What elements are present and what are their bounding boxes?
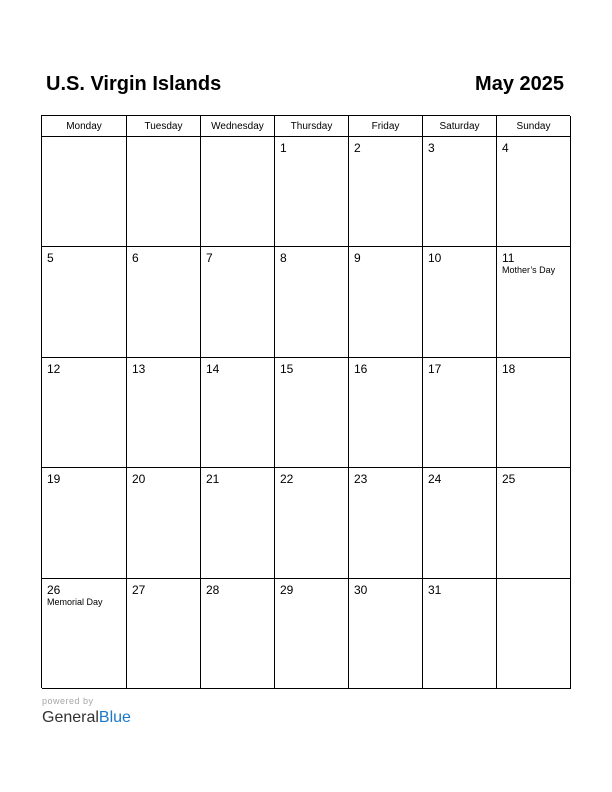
day-number: 1 <box>280 141 287 155</box>
day-number: 13 <box>132 361 146 376</box>
footer-branding <box>42 696 131 728</box>
day-number: 30 <box>354 582 368 597</box>
day-number: 15 <box>280 361 294 376</box>
weekday-header-thursday: Thursday <box>275 116 349 137</box>
day-number: 12 <box>47 361 61 376</box>
day-cell <box>127 247 201 357</box>
day-number: 5 <box>47 251 54 266</box>
day-cell <box>201 358 275 468</box>
region-title: U.S. Virgin Islands <box>46 73 222 95</box>
day-number: 23 <box>354 472 368 487</box>
day-number: 27 <box>132 582 146 597</box>
weekday-header-friday: Friday <box>349 116 423 137</box>
day-cell <box>349 579 423 689</box>
day-cell <box>497 579 571 689</box>
day-cell <box>42 358 127 468</box>
day-number: 19 <box>47 472 61 487</box>
day-number: 17 <box>428 361 442 376</box>
holiday-label: Mother’s Day <box>502 265 556 276</box>
day-cell <box>497 137 571 247</box>
day-number: 20 <box>132 472 146 487</box>
day-cell <box>275 468 349 578</box>
day-number: 4 <box>502 141 509 155</box>
day-cell <box>127 579 201 689</box>
day-number: 18 <box>502 361 516 376</box>
holiday-label: Memorial Day <box>47 596 103 607</box>
day-cell <box>127 468 201 578</box>
month-year-title: May 2025 <box>475 73 564 95</box>
day-cell <box>497 247 571 357</box>
brand-logo <box>42 708 131 728</box>
day-number: 21 <box>206 472 220 487</box>
day-number: 9 <box>354 251 361 266</box>
weekday-header-monday: Monday <box>42 116 127 137</box>
day-cell <box>423 358 497 468</box>
day-number: 26 <box>47 582 61 597</box>
day-cell <box>42 468 127 578</box>
day-cell <box>127 358 201 468</box>
day-number: 7 <box>206 251 213 266</box>
day-cell <box>423 579 497 689</box>
day-cell <box>275 579 349 689</box>
weekday-header-tuesday: Tuesday <box>127 116 201 137</box>
day-number: 29 <box>280 582 294 597</box>
day-cell <box>349 247 423 357</box>
weekday-header-wednesday: Wednesday <box>201 116 275 137</box>
brand-general-text: General <box>42 709 99 726</box>
day-cell <box>497 358 571 468</box>
day-cell <box>201 247 275 357</box>
day-number: 24 <box>428 472 442 487</box>
day-number: 10 <box>428 251 442 266</box>
day-number: 8 <box>280 251 287 266</box>
day-cell <box>42 579 127 689</box>
powered-by-text: powered by <box>42 696 94 706</box>
day-number: 31 <box>428 582 442 597</box>
day-number: 2 <box>354 141 361 155</box>
day-cell <box>423 468 497 578</box>
day-cell <box>275 358 349 468</box>
day-cell <box>42 137 127 247</box>
day-cell <box>201 579 275 689</box>
day-cell <box>423 247 497 357</box>
day-cell <box>275 137 349 247</box>
day-cell <box>127 137 201 247</box>
day-number: 11 <box>502 251 515 266</box>
day-number: 25 <box>502 472 516 487</box>
brand-blue-text: Blue <box>98 709 131 726</box>
calendar-grid <box>41 115 570 688</box>
weekday-header-sunday: Sunday <box>497 116 571 137</box>
day-number: 3 <box>428 141 435 155</box>
day-cell <box>497 468 571 578</box>
day-cell <box>42 247 127 357</box>
day-cell <box>275 247 349 357</box>
day-number: 22 <box>280 472 294 487</box>
day-number: 6 <box>132 251 139 266</box>
day-number: 16 <box>354 361 368 376</box>
day-number: 14 <box>206 361 220 376</box>
day-cell <box>349 358 423 468</box>
weekday-header-saturday: Saturday <box>423 116 497 137</box>
day-cell <box>349 137 423 247</box>
day-cell <box>423 137 497 247</box>
day-number: 28 <box>206 582 220 597</box>
day-cell <box>201 468 275 578</box>
day-cell <box>349 468 423 578</box>
day-cell <box>201 137 275 247</box>
